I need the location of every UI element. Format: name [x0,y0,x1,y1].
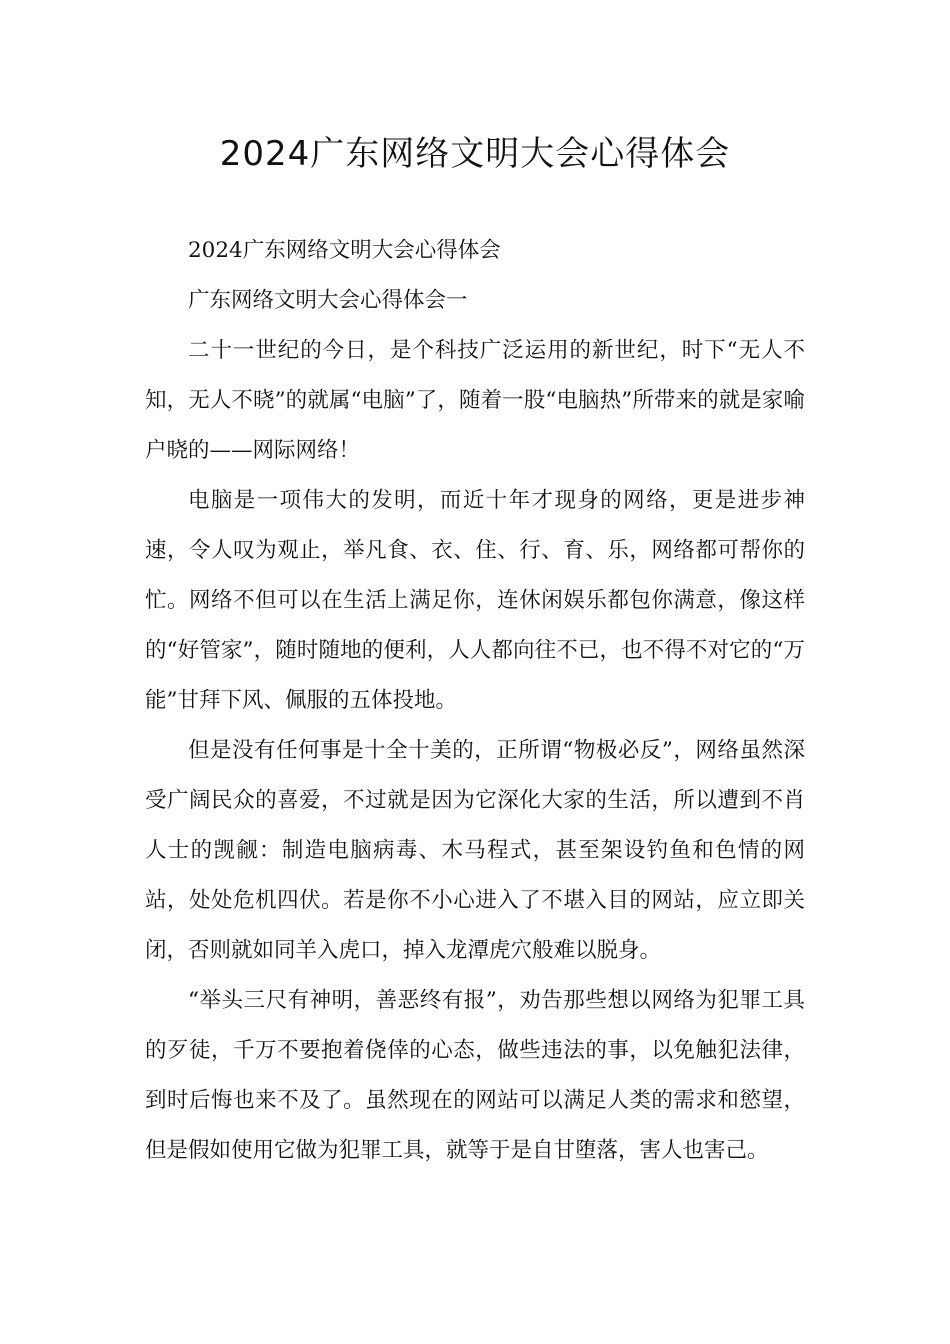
paragraph-2: 电脑是一项伟大的发明，而近十年才现身的网络，更是进步神速，令人叹为观止，举凡食、衣、住、行、育、乐，网络都可帮你的忙。网络不但可以在生活上满足你，连休闲娱乐都包你满意，像这样的“好管家”，随时随地的便利，人人都向往不已，也不得不对它的“万能”甘拜下风、佩服的五体投地。 [145,488,805,713]
document-body [145,226,805,1176]
document-title: 2024广东网络文明大会心得体会 [219,134,731,174]
paragraph-1: 二十一世纪的今日，是个科技广泛运用的新世纪，时下“无人不知，无人不晓”的就属“电脑”了，随着一股“电脑热”所带来的就是家喻户晓的——网际网络！ [145,338,805,463]
paragraph-subtitle: 2024广东网络文明大会心得体会 [188,238,501,263]
paragraph-3: 但是没有任何事是十全十美的，正所谓“物极必反”，网络虽然深受广阔民众的喜爱，不过就是因为它深化大家的生活，所以遭到不肖人士的觊觎：制造电脑病毒、木马程式，甚至架设钓鱼和色情的网站，处处危机四伏。若是你不小心进入了不堪入目的网站，应立即关闭，否则就如同羊入虎口，掉入龙潭虎穴般难以脱身。 [145,738,805,963]
paragraph-section-heading: 广东网络文明大会心得体会一 [188,288,468,313]
paragraph-4: “举头三尺有神明，善恶终有报”，劝告那些想以网络为犯罪工具的歹徒，千万不要抱着侥倖的心态，做些违法的事，以免触犯法律，到时后悔也来不及了。虽然现在的网站可以满足人类的需求和慾望，但是假如使用它做为犯罪工具，就等于是自甘堕落，害人也害己。 [145,988,805,1163]
